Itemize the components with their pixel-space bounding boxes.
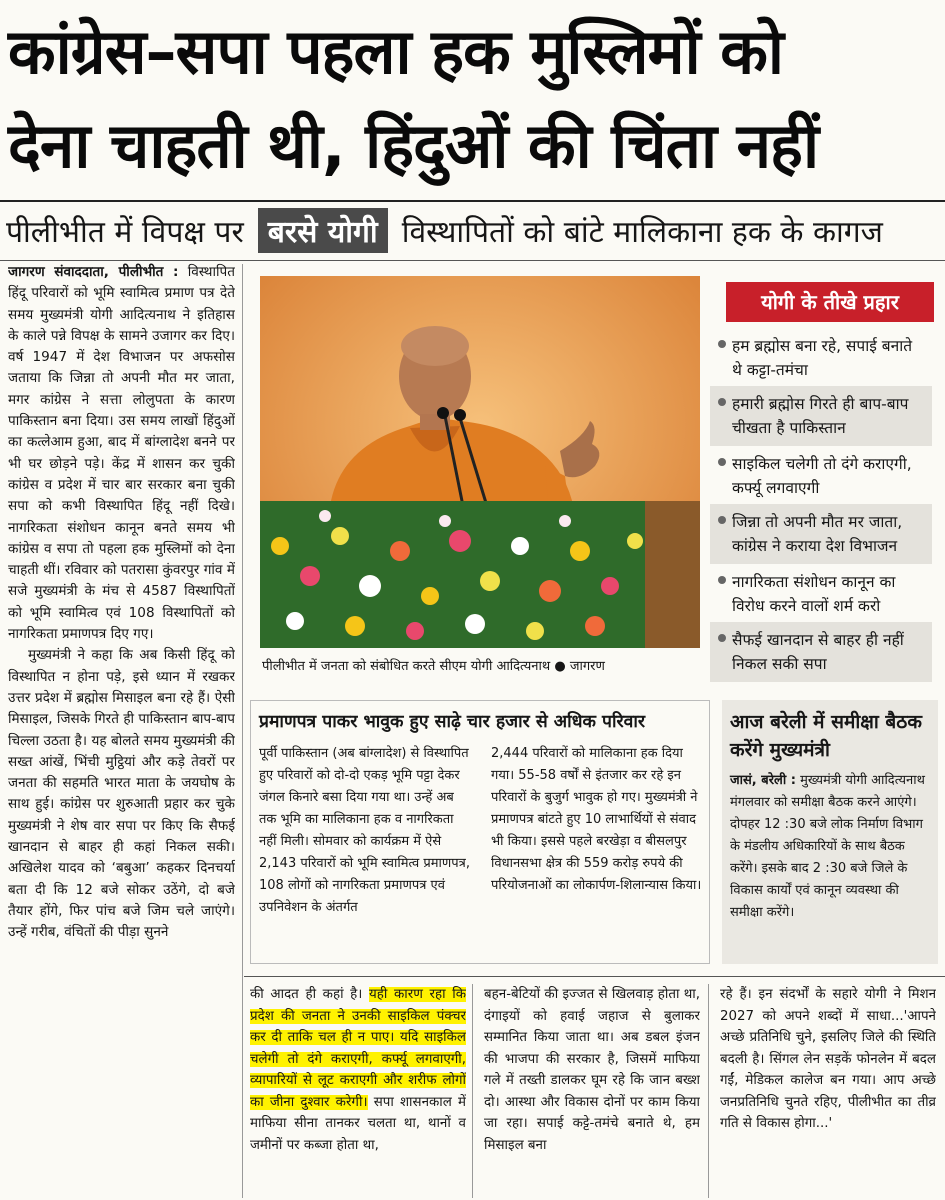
sidebar-item [710, 504, 932, 564]
mic-head-1 [437, 407, 449, 419]
highlighted-quote: यही कारण रहा कि प्रदेश की जनता ने उनकी साइकिल पंक्चर कर दी ताकि चल ही न पाए। यदि साइकिल चलेगी तो दंगे कराएगी, कर्फ्यू लगवाएगी, व्यापारियों से लूट कराएगी और शरीफ लोगों का जीना दुश्वार करेगी। [250, 987, 466, 1110]
bottom-column-4: रहे हैं। इन संदर्भों के सहारे योगी ने मिशन 2027 को अपने शब्दों में साधा...'आपने अच्छे प्रतिनिधि चुने, इसलिए जिले की स्थिति बदली है। सिंगल लेन सड़कें फोनलेन में बदल गईं, मेडिकल कालेज बन गया। आप अच्छे जनप्रतिनिधि चुनते रहिए, पीलीभीत का तीव्र गति से विकास होगा...' [720, 987, 936, 1131]
subheadline [6, 202, 941, 258]
bullet-icon [718, 340, 726, 348]
sidebar-item-text: नागरिकता संशोधन कानून का विरोध करने वालों शर्म करो [732, 573, 896, 615]
review-title: आज बरेली में समीक्षा बैठक करेंगे मुख्यमंत्री [730, 711, 922, 761]
subheadline-right: विस्थापितों को बांटे मालिकाना हक के कागज [401, 214, 883, 250]
article-paragraph-1 [8, 262, 235, 645]
sidebar-attacks [702, 276, 938, 694]
story-column-2: 2,444 परिवारों को मालिकाना हक दिया गया। 55-58 वर्षों से इंतजार कर रहे इन परिवारों के बुजुर्ग भावुक हो गए। मुख्यमंत्री ने प्रमाणपत्र बांटते हुए 10 लाभार्थियों से संवाद भी किया। इससे पहले बरखेड़ा व बीसलपुर विधानसभा क्षेत्र की 559 करोड़ रुपये की परियोजनाओं का लोकार्पण-शिलान्यास किया। [491, 746, 702, 893]
bottom-col2-start: की आदत ही कहां है। [250, 987, 363, 1002]
mic-head-2 [454, 409, 466, 421]
bottom-rule [244, 976, 945, 977]
sidebar-item-text: हमारी ब्रह्मोस गिरते ही बाप-बाप चीखता है पाकिस्तान [732, 395, 909, 437]
bottom-column-3: बहन-बेटियों की इज्जत से खिलवाड़ होता था, दंगाइयों को हवाई जहाज से बुलाकर सम्मानित किया जाता था। अब डबल इंजन की भाजपा की सरकार है, जिसमें माफिया गले में तख्ती डालकर घूम रहे कि जान बख्श दो। आस्था और विकास दोनों पर काम किया जा रहा। सपाई कट्टे-तमंचे बनाते थे, हम मिसाइल बना [484, 987, 700, 1153]
review-body [730, 770, 930, 924]
story-title: प्रमाणपत्र पाकर भावुक हुए साढ़े चार हजार से अधिक परिवार [259, 712, 646, 732]
photo-yogi-speech [260, 276, 700, 648]
photo-illustration [260, 276, 700, 648]
review-byline: जासं, बरेली : [730, 773, 796, 788]
sidebar-item [710, 446, 932, 506]
head-top [401, 326, 469, 366]
bottom-col2-end: सपा शासनकाल में माफिया सीना तानकर चलता था, थानों व जमीनों पर कब्जा होता था, [250, 1094, 466, 1153]
photo-caption-text: पीलीभीत में जनता को संबोधित करते सीएम योगी आदित्यनाथ [262, 659, 551, 674]
bullet-icon [718, 516, 726, 524]
credit-dot-icon: ● [554, 659, 570, 674]
bullet-icon [718, 634, 726, 642]
story-box [250, 700, 710, 964]
bottom-column-2 [250, 984, 466, 1198]
sidebar-item-text: जिन्ना तो अपनी मौत मर जाता, कांग्रेस ने कराया देश विभाजन [732, 513, 903, 555]
sidebar-item [710, 328, 932, 388]
bullet-icon [718, 576, 726, 584]
flower-arrangement [260, 501, 645, 648]
byline: जागरण संवाददाता, पीलीभीत : [8, 264, 179, 280]
left-column-article [8, 262, 235, 1198]
sidebar-title: योगी के तीखे प्रहार [726, 282, 934, 322]
story-column-1: पूर्वी पाकिस्तान (अब बांग्लादेश) से विस्थापित हुए परिवारों को दो-दो एकड़ भूमि पट्टा देकर जंगल किनारे बसा दिया गया था। उन्हें अब तक भूमि का मालिकाना हक व नागरिकता नहीं मिली। सोमवार को कार्यक्रम में ऐसे 2,143 परिवारों को भूमि स्वामित्व प्रमाणपत्र, 108 लोगों को नागरिकता प्रमाणपत्र एवं उपनिवेशन के अंतर्गत [259, 746, 470, 915]
review-box [722, 700, 938, 964]
subheadline-rule [0, 260, 945, 261]
review-text: मुख्यमंत्री योगी आदित्यनाथ मंगलवार को समीक्षा बैठक करने आएंगे। दोपहर 12 :30 बजे लोक निर्माण विभाग के मंडलीय अधिकारियों के साथ बैठक करेंगे। इसके बाद 2 :30 बजे जिले के विकास कार्यों एवं कानून व्यवस्था की समीक्षा करेंगे। [730, 773, 925, 920]
article-paragraph-1-text: विस्थापित हिंदू परिवारों को भूमि स्वामित्व प्रमाण पत्र देते समय मुख्यमंत्री योगी आदित्यनाथ ने इतिहास के काले पन्ने विपक्ष के सामने उजागर कर दिए। वर्ष 1947 में देश विभाजन पर अफसोस जताया कि जिन्ना तो अपनी मौत मर जाता, मगर कांग्रेस ने सत्ता लोलुपता के कारण पाकिस्तान बना दिया। उस समय लाखों हिंदुओं का कत्लेआम हुआ, बाद में बांग्लादेश बनने पर भी घर छोड़ने पड़े। केंद्र में शासन कर चुकी कांग्रेस व प्रदेश में चार बार सरकार बना चुकी सपा को कभी विस्थापित हिंदू नहीं दिखे। नागरिकता संशोधन कानून बनते समय भी कांग्रेस व सपा तो पहला हक मुस्लिमों को देना चाहती थीं। रविवार को पतरासा कुंवरपुर गांव में सजे मुख्यमंत्री के मंच से 4587 विस्थापितों को भूमि स्वामित्व एवं 108 विस्थापितों को नागरिकता प्रमाणपत्र दिए गए। [8, 264, 235, 643]
bullet-icon [718, 458, 726, 466]
sidebar-item [710, 386, 932, 446]
sidebar-item-text: हम ब्रह्मोस बना रहे, सपाई बनाते थे कट्टा-तमंचा [732, 337, 913, 379]
headline-line-2: देना चाहती थी, हिंदुओं की चिंता नहीं [8, 109, 819, 182]
sidebar-item [710, 564, 932, 624]
photo-credit: जागरण [569, 659, 605, 674]
article-paragraph-2: मुख्यमंत्री ने कहा कि अब किसी हिंदू को विस्थापित न होना पड़े, इसे ध्यान में रखकर उत्तर प्रदेश में ब्रह्मोस मिसाइल बना रहे हैं। ऐसी मिसाइल, जिसके गिरते ही पाकिस्तान बाप-बाप चिल्ला उठता है। यह बोलते समय मुख्यमंत्री की सख्त आंखें, भिंची मुट्ठियां और कड़े तेवरों पर जनता की सहमति भारत माता के जयघोष के साथ हुई। कांग्रेस पर शुरुआती प्रहार कर चुके मुख्यमंत्री ने शेष वार सपा पर किए कि सैफई खानदान से बाहर ही कहां निकल सकी। अखिलेश यादव को ‘बबुआ’ कहकर दिनचर्या बता दी कि 12 बजे सोकर उठेंगे, दो बजे तैयार होंगे, फिर पांच बजे जिम चले जाएंगे। उन्हें गरीब, वंचितों की पीड़ा सुनने [8, 647, 235, 941]
sidebar-item [710, 622, 932, 682]
photo-caption [262, 656, 702, 674]
column-divider [242, 264, 243, 1198]
subheadline-left: पीलीभीत में विपक्ष पर [6, 214, 244, 250]
column-divider [708, 984, 709, 1198]
sidebar-item-text: साइकिल चलेगी तो दंगे कराएगी, कर्फ्यू लगवाएगी [732, 455, 912, 497]
sidebar-item-text: सैफई खानदान से बाहर ही नहीं निकल सकी सपा [732, 631, 904, 673]
subheadline-boxed: बरसे योगी [258, 208, 388, 253]
headline-line-1: कांग्रेस–सपा पहला हक मुस्लिमों को [8, 15, 783, 88]
column-divider [472, 984, 473, 1198]
bullet-icon [718, 398, 726, 406]
